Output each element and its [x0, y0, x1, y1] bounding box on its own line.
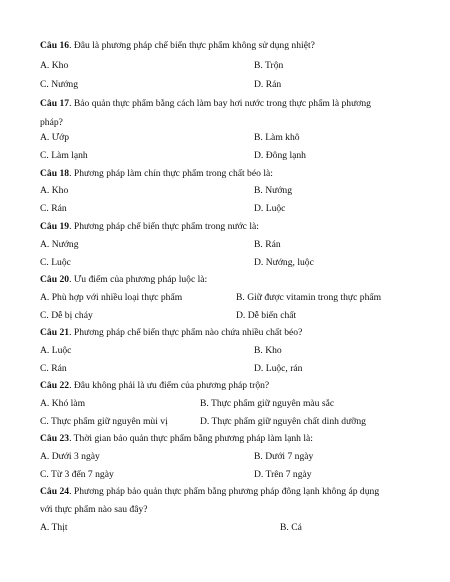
option-c: C. Rán — [40, 203, 67, 214]
question-text: . Ưu điểm của phương pháp luộc là: — [69, 274, 208, 285]
option-d: D. Dễ biến chất — [236, 310, 297, 321]
question-text: . Phương pháp làm chín thực phẩm trong chất béo là: — [69, 168, 273, 179]
option-a: A. Nướng — [40, 239, 79, 250]
option-d: D. Thực phẩm giữ nguyên chất dinh dưỡng — [200, 416, 366, 427]
option-a: A. Ướp — [40, 132, 70, 143]
question-21 — [40, 327, 420, 339]
option-c: C. Thực phẩm giữ nguyên mùi vị — [40, 416, 168, 427]
option-d: D. Trên 7 ngày — [254, 469, 312, 480]
question-text: . Phương pháp chế biến thực phẩm nào chứa nhiều chất béo? — [69, 327, 303, 338]
question-18 — [40, 168, 420, 180]
option-c: C. Từ 3 đến 7 ngày — [40, 469, 114, 480]
option-b: B. Làm khô — [254, 132, 300, 143]
question-17-continued: pháp? — [40, 117, 63, 128]
option-c: C. Làm lạnh — [40, 150, 88, 161]
option-b: B. Giữ được vitamin trong thực phẩm — [236, 292, 382, 303]
question-text: . Thời gian bảo quản thực phẩm bằng phương pháp làm lạnh là: — [69, 433, 313, 444]
option-a: A. Kho — [40, 185, 69, 196]
option-a: A. Kho — [40, 60, 69, 71]
question-label: Câu 20 — [40, 274, 70, 285]
question-label: Câu 24 — [40, 486, 70, 497]
option-b: B. Rán — [254, 239, 281, 250]
question-text: . Phương pháp bảo quản thực phẩm bằng phương pháp đông lạnh không áp dụng — [69, 486, 380, 497]
option-d: D. Rán — [254, 79, 282, 90]
option-c: C. Rán — [40, 363, 67, 374]
option-a: A. Phù hợp với nhiều loại thực phẩm — [40, 292, 183, 303]
option-a: A. Thịt — [40, 522, 68, 533]
option-b: B. Nướng — [254, 185, 292, 196]
option-a: A. Dưới 3 ngày — [40, 451, 100, 462]
option-c: C. Dễ bị cháy — [40, 310, 93, 321]
question-24-continued: với thực phẩm nào sau đây? — [40, 504, 148, 515]
option-d: D. Đông lạnh — [254, 150, 306, 161]
question-22 — [40, 380, 420, 392]
question-17 — [40, 98, 420, 110]
option-c: C. Luộc — [40, 257, 71, 268]
question-label: Câu 23 — [40, 433, 70, 444]
option-b: B. Thực phẩm giữ nguyên màu sắc — [200, 398, 335, 409]
question-19 — [40, 221, 420, 233]
option-d: D. Nướng, luộc — [254, 257, 314, 268]
question-text: . Đâu không phải là ưu điểm của phương pháp trộn? — [69, 380, 270, 391]
question-label: Câu 21 — [40, 327, 70, 338]
question-label: Câu 17 — [40, 98, 70, 109]
question-label: Câu 16 — [40, 40, 70, 51]
option-b: B. Trộn — [254, 60, 284, 71]
question-16 — [40, 40, 420, 52]
option-d: D. Luộc, rán — [254, 363, 303, 374]
option-b: B. Kho — [254, 345, 282, 356]
option-d: D. Luộc — [254, 203, 286, 214]
question-text: . Phương pháp chế biến thực phẩm trong nước là: — [69, 221, 259, 232]
question-label: Câu 22 — [40, 380, 70, 391]
question-23 — [40, 433, 420, 445]
option-b: B. Dưới 7 ngày — [254, 451, 314, 462]
question-20 — [40, 274, 420, 286]
question-24 — [40, 486, 420, 498]
question-text: . Đâu là phương pháp chế biến thực phẩm không sử dụng nhiệt? — [69, 40, 315, 51]
option-a: A. Khó làm — [40, 398, 86, 409]
option-b: B. Cá — [280, 522, 302, 533]
option-a: A. Luộc — [40, 345, 72, 356]
question-label: Câu 19 — [40, 221, 70, 232]
question-text: . Bảo quản thực phẩm bằng cách làm bay hơi nước trong thực phẩm là phương — [69, 98, 371, 109]
question-label: Câu 18 — [40, 168, 70, 179]
option-c: C. Nướng — [40, 79, 78, 90]
